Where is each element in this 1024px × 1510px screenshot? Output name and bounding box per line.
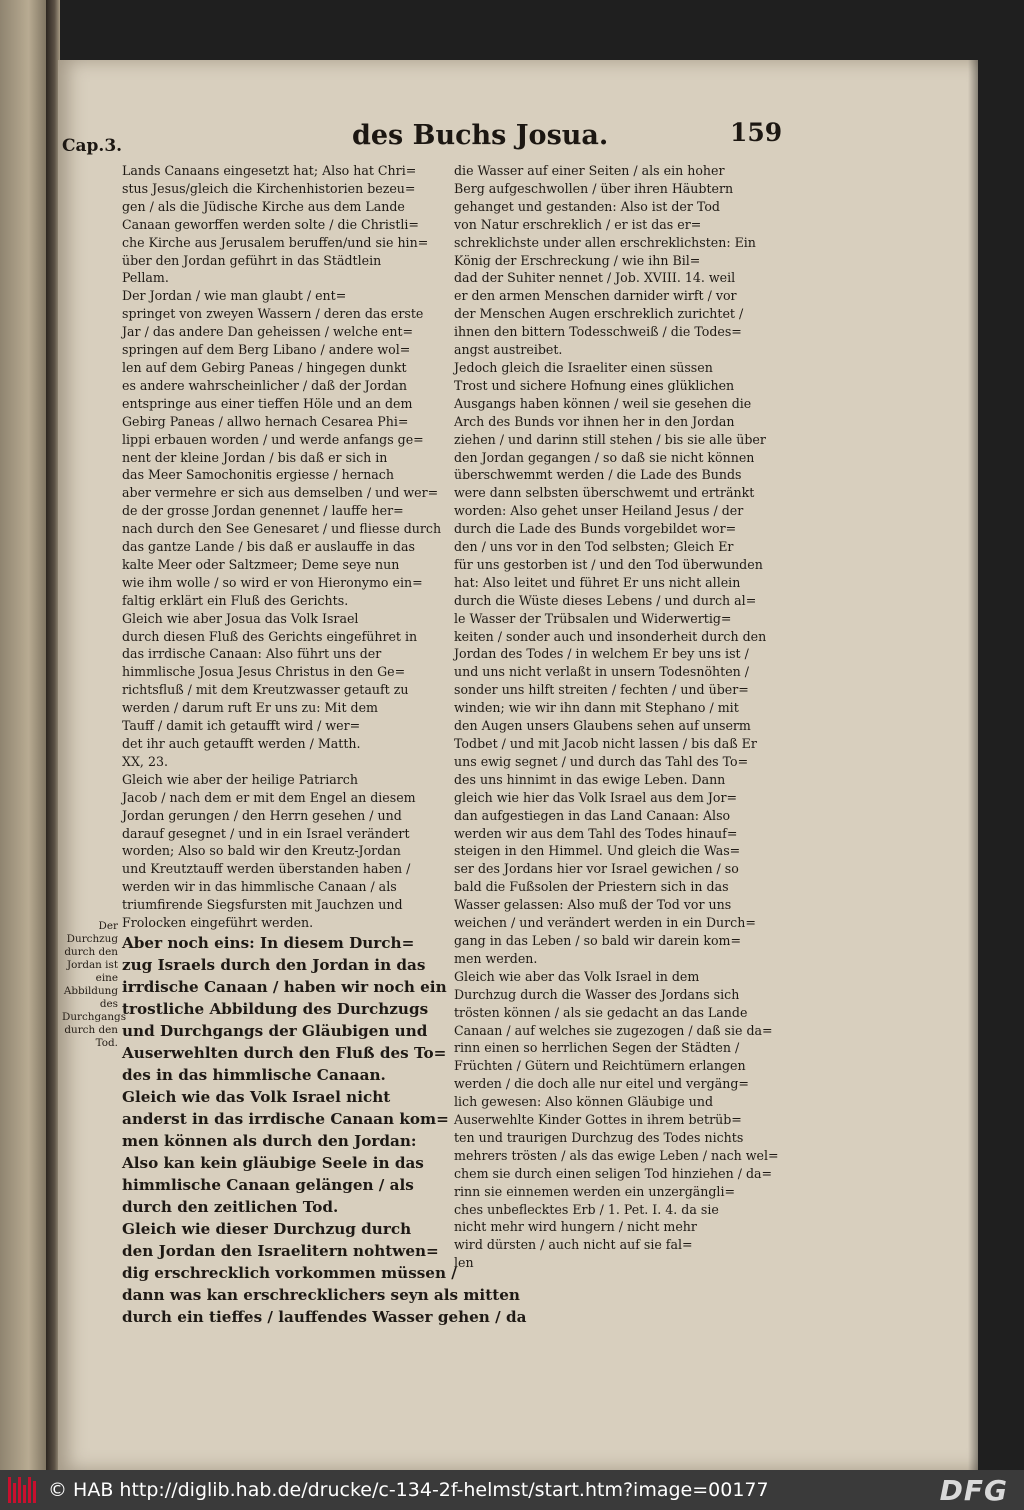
text-line: Pellam. [122,270,169,286]
text-line: er den armen Menschen darnider wirft / vor [454,288,737,304]
page-edge-shadow [968,60,978,1470]
viewer-footer [0,1470,1024,1510]
text-line: den Augen unsers Glaubens sehen auf unserm [454,718,751,734]
text-line: uns ewig segnet / und durch das Tahl des To= [454,753,749,769]
text-line: len auf dem Gebirg Paneas / hingegen dunkt [122,359,407,375]
text-line: Also kan kein gläubige Seele in das [122,1153,424,1172]
text-line: werden / die doch alle nur eitel und vergäng= [454,1076,749,1092]
text-line: König der Erschreckung / wie ihn Bil= [454,252,701,268]
text-line: nent der kleine Jordan / bis daß er sich in [122,449,388,465]
copyright-url-text[interactable]: © HAB http://diglib.hab.de/drucke/c-134-2f-helmst/start.htm?image=00177 [48,1479,769,1501]
text-line: Jedoch gleich die Israeliter einen süssen [454,359,713,375]
marginal-note: Der Durchzug durch den Jordan ist eine Abbildung des Durchgangs durch den Tod. [62,920,127,1049]
text-line: Canaan / auf welches sie zugezogen / daß sie da= [454,1022,773,1038]
text-line: zug Israels durch den Jordan in das [122,955,426,974]
text-line: Gleich wie aber der heilige Patriarch [122,771,358,787]
chapter-label: Cap.3. [62,136,123,156]
text-line: men werden. [454,950,538,966]
text-line: ches unbeflecktes Erb / 1. Pet. I. 4. da sie [454,1201,719,1217]
text-line: durch diesen Fluß des Gerichts eingeführet in [122,628,418,644]
text-line: Frolocken eingeführt werden. [122,915,314,931]
text-line: dan aufgestiegen in das Land Canaan: Also [454,807,731,823]
text-line: dig erschrecklich vorkommen müssen / [122,1263,457,1282]
text-line: gen / als die Jüdische Kirche aus dem Lande [122,198,405,214]
text-line: und Kreutztauff werden überstanden haben / [122,861,411,877]
text-line: werden / darum ruft Er uns zu: Mit dem [122,700,378,716]
text-line: dann was kan erschrecklichers seyn als mitten [122,1285,520,1304]
text-line: bald die Fußsolen der Priestern sich in das [454,879,729,895]
text-line: Tauff / damit ich getaufft wird / wer= [122,718,361,734]
text-line: faltig erklärt ein Fluß des Gerichts. [122,592,349,608]
text-line: worden: Also gehet unser Heiland Jesus / der [454,503,744,519]
text-line: richtsfluß / mit dem Kreutzwasser getauft zu [122,682,409,698]
text-line: ihnen den bittern Todesschweiß / die Todes= [454,324,742,340]
text-line: angst austreibet. [454,342,563,358]
text-line: Durchzug durch die Wasser des Jordans sich [454,986,740,1002]
text-line: irrdische Canaan / haben wir noch ein [122,977,447,996]
text-line: steigen in den Himmel. Und gleich die Was= [454,843,741,859]
text-line: stus Jesus/gleich die Kirchenhistorien bezeu= [122,180,416,196]
text-line: Arch des Bunds vor ihnen her in den Jordan [454,413,735,429]
text-line: entspringe aus einer tieffen Höle und an dem [122,395,413,411]
text-line: kalte Meer oder Saltzmeer; Deme seye nun [122,556,400,572]
text-line: darauf gesegnet / und in ein Israel verändert [122,825,410,841]
text-line: Todbet / und mit Jacob nicht lassen / bis daß Er [454,736,757,751]
text-line: chem sie durch einen seligen Tod hinziehen / da= [454,1165,773,1181]
text-line: himmlische Josua Jesus Christus in den Ge= [122,664,406,680]
text-line: sonder uns hilft streiten / fechten / und über= [454,682,749,698]
text-line: den Jordan gegangen / so daß sie nicht können [454,449,755,465]
text-line: durch die Lade des Bunds vorgebildet wor= [454,521,737,537]
text-line: Auserwehlte Kinder Gottes in ihrem betrüb= [454,1112,742,1128]
text-line: Jar / das andere Dan geheissen / welche ent= [122,324,414,340]
text-line: die Wasser auf einer Seiten / als ein hoher [454,163,725,178]
text-line: durch den zeitlichen Tod. [122,1197,339,1216]
text-line: det ihr auch getaufft werden / Matth. [122,736,361,751]
text-line: springet von zweyen Wassern / deren das erste [122,306,424,322]
text-line: und Durchgangs der Gläubigen und [122,1021,428,1040]
text-line: Der Jordan / wie man glaubt / ent= [122,288,347,304]
text-line: Gleich wie dieser Durchzug durch [122,1219,412,1238]
text-line: men können als durch den Jordan: [122,1131,417,1150]
text-line: worden; Also so bald wir den Kreutz-Jordan [122,843,401,859]
text-line: wird dürsten / auch nicht auf sie fal= [454,1237,693,1253]
text-line: Jordan des Todes / in welchem Er bey uns ist / [454,646,749,662]
text-line: Canaan geworffen werden solte / die Christli= [122,216,419,232]
text-line: wie ihm wolle / so wird er von Hieronymo ein= [122,574,423,590]
text-line: des in das himmlische Canaan. [122,1065,386,1084]
text-line: keiten / sonder auch und insonderheit durch den [454,628,767,644]
text-line: Gleich wie das Volk Israel nicht [122,1087,391,1106]
text-line: überschwemmt werden / die Lade des Bunds [454,467,742,483]
text-line: Früchten / Gütern und Reichtümern erlangen [454,1058,746,1074]
text-line: Trost und sichere Hofnung eines glüklichen [454,377,735,393]
dfg-logo: DFG [939,1473,1008,1507]
text-line: Berg aufgeschwollen / über ihren Häubtern [454,180,734,196]
text-line: ten und traurigen Durchzug des Todes nichts [454,1129,744,1145]
text-line: das gantze Lande / bis daß er auslauffe in das [122,539,415,555]
text-line: winden; wie wir ihn dann mit Stephano / mit [454,700,739,716]
running-title: des Buchs Josua. [352,120,609,151]
text-line: nach durch den See Genesaret / und fliesse durch [122,521,442,537]
text-line: es andere wahrscheinlicher / daß der Jordan [122,377,407,393]
text-line: dad der Suhiter nennet / Job. XVIII. 14. weil [454,270,736,286]
text-line: rinn sie einnemen werden ein unzergängli= [454,1183,736,1199]
text-line: anderst in das irrdische Canaan kom= [122,1109,449,1128]
text-line: das Meer Samochonitis ergiesse / hernach [122,467,394,483]
text-line: des uns hinnimt in das ewige Leben. Dann [454,771,726,787]
text-line: de der grosse Jordan genennet / lauffe her= [122,503,404,519]
text-line: schreklichste under allen erschreklichsten: Ein [454,234,756,250]
previous-page-edge [0,0,52,1470]
text-line: were dann selbsten überschwemt und ertränkt [454,485,755,501]
text-line: mehrers trösten / als das ewige Leben / nach wel= [454,1147,779,1163]
text-line: rinn einen so herrlichen Segen der Städten / [454,1040,740,1056]
text-line: aber vermehre er sich aus demselben / und wer= [122,485,439,501]
text-line: le Wasser der Trübsalen und Widerwertig= [454,610,732,626]
text-line: himmlische Canaan gelängen / als [122,1175,414,1194]
text-line: ser des Jordans hier vor Israel gewichen / so [454,861,739,877]
right-text-column [454,162,779,1272]
text-line: Lands Canaans eingesetzt hat; Also hat Chri= [122,163,417,178]
text-line: che Kirche aus Jerusalem beruffen/und sie hin= [122,234,429,250]
text-line: len [454,1255,474,1271]
text-line: Ausgangs haben können / weil sie gesehen die [454,395,752,411]
text-line: das irrdische Canaan: Also führt uns der [122,646,382,662]
text-line: über den Jordan geführt in das Städtlein [122,252,382,268]
text-line: Jacob / nach dem er mit dem Engel an diesem [122,789,416,805]
text-line: Gebirg Paneas / allwo hernach Cesarea Phi= [122,413,409,429]
text-line: durch die Wüste dieses Lebens / und durch al= [454,592,757,608]
text-line: lippi erbauen worden / und werde anfangs ge= [122,431,424,447]
text-line: Wasser gelassen: Also muß der Tod vor uns [454,897,732,913]
text-line: den Jordan den Israelitern nohtwen= [122,1241,439,1260]
text-line: der Menschen Augen erschreklich zurichtet / [454,306,744,322]
hab-logo-icon [8,1477,36,1503]
text-line: XX, 23. [122,753,168,769]
text-line: Gleich wie aber Josua das Volk Israel [122,610,359,626]
text-line: und uns nicht verlaßt in unsern Todesnöhten / [454,664,750,680]
text-line: Jordan gerungen / den Herrn gesehen / und [122,807,402,823]
text-line: gehanget und gestanden: Also ist der Tod [454,198,720,214]
text-line: gleich wie hier das Volk Israel aus dem Jor= [454,789,738,805]
text-line: von Natur erschreklich / er ist das er= [454,216,702,232]
text-line: weichen / und verändert werden in ein Durch= [454,915,756,931]
page-number: 159 [730,118,783,147]
text-line: für uns gestorben ist / und den Tod überwunden [454,556,763,572]
text-line: werden wir aus dem Tahl des Todes hinauf= [454,825,738,841]
text-line: springen auf dem Berg Libano / andere wol= [122,342,411,358]
text-line: den / uns vor in den Tod selbsten; Gleich Er [454,539,734,555]
text-line: Gleich wie aber das Volk Israel in dem [454,968,700,984]
text-line: ziehen / und darinn still stehen / bis sie alle über [454,431,766,447]
text-line: trostliche Abbildung des Durchzugs [122,999,429,1018]
text-line: Auserwehlten durch den Fluß des To= [122,1043,447,1062]
text-line: nicht mehr wird hungern / nicht mehr [454,1219,697,1235]
text-line: triumfirende Siegsfursten mit Jauchzen und [122,897,403,913]
text-line: trösten können / als sie gedacht an das Lande [454,1004,748,1020]
text-line: lich gewesen: Also können Gläubige und [454,1094,714,1110]
text-line: durch ein tieffes / lauffendes Wasser gehen / da [122,1307,527,1326]
text-line: werden wir in das himmlische Canaan / als [122,879,397,895]
text-line: hat: Also leitet und führet Er uns nicht allein [454,574,741,590]
text-line: Aber noch eins: In diesem Durch= [122,933,415,952]
text-line: gang in das Leben / so bald wir darein kom= [454,932,742,948]
